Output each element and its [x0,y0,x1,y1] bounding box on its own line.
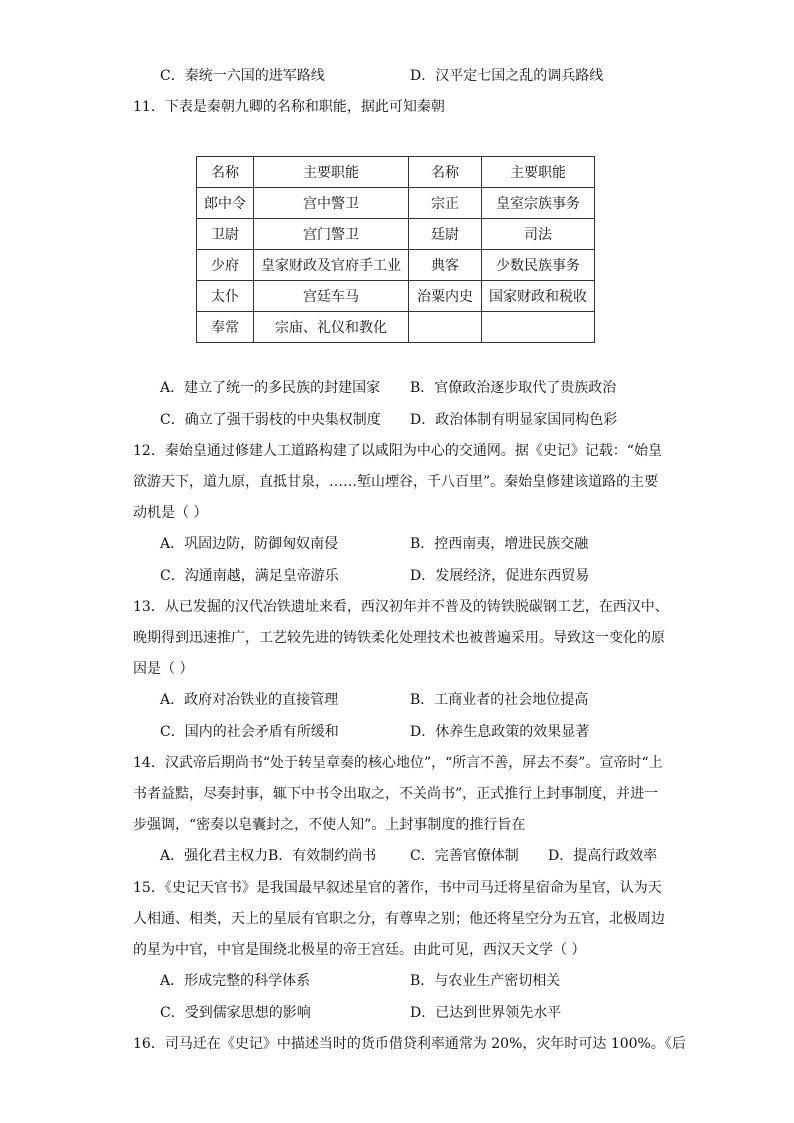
table-header-cell: 主要职能 [254,157,409,188]
q14-option-c: C．完善官僚体制 [410,848,519,864]
table-row [197,250,595,281]
question-12-stem: 12．秦始皇通过修建人工道路构建了以咸阳为中心的交通网。据《史记》记载：“始皇 [133,443,662,459]
table-cell: 郎中令 [197,188,254,219]
q13-option-b: B．工商业者的社会地位提高 [410,692,589,708]
table-cell: 皇家财政及官府手工业 [254,250,409,281]
table-cell: 廷尉 [409,219,482,250]
q15-option-d: D．已达到世界领先水平 [410,1005,562,1021]
table-cell: 皇室宗族事务 [482,188,595,219]
question-13-stem: 因是（ ） [133,661,194,677]
q11-option-d: D．政治体制有明显家国同构色彩 [410,412,618,428]
table-cell: 治粟内史 [409,281,482,312]
table-row [197,188,595,219]
q12-option-a: A．巩固边防，防御匈奴南侵 [160,536,339,552]
question-16-stem: 16．司马迁在《史记》中描述当时的货币借贷利率通常为 20%，灾年时可达 100%。《后 [133,1036,686,1052]
question-13-stem: 13．从已发掘的汉代冶铁遗址来看，西汉初年并不普及的铸铁脱碳钢工艺，在西汉中、 [133,599,669,615]
question-12-stem: 动机是（ ） [133,505,208,521]
table-cell: 典客 [409,250,482,281]
question-12-stem: 欲游天下，道九原，直抵甘泉，……堑山堙谷，千八百里”。秦始皇修建该道路的主要 [133,474,659,490]
table-cell: 少府 [197,250,254,281]
table-cell: 宫中警卫 [254,188,409,219]
prev-option-c: C．秦统一六国的进军路线 [160,68,325,84]
table-cell [409,312,482,343]
q12-option-b: B．控西南夷，增进民族交融 [410,536,589,552]
table-cell: 太仆 [197,281,254,312]
table-cell: 宫廷车马 [254,281,409,312]
table-cell [482,312,595,343]
q15-option-c: C．受到儒家思想的影响 [160,1005,311,1021]
nine-ministers-table [196,156,595,343]
q15-option-a: A．形成完整的科学体系 [160,973,311,989]
table-header-cell: 主要职能 [482,157,595,188]
q13-option-a: A．政府对冶铁业的直接管理 [160,692,339,708]
q15-option-b: B．与农业生产密切相关 [410,973,561,989]
q14-option-b: B．有效制约尚书 [268,848,377,864]
q13-option-d: D．休养生息政策的效果显著 [410,724,590,740]
question-14-stem: 步强调，“密奏以皂囊封之，不使人知”。上封事制度的推行旨在 [133,817,526,833]
question-15-stem: 的星为中官，中官是围绕北极星的帝王宫廷。由此可见，西汉天文学（ ） [133,942,586,958]
question-11-stem: 11．下表是秦朝九卿的名称和职能，据此可知秦朝 [133,99,445,115]
table-row [197,312,595,343]
table-cell: 宗庙、礼仪和教化 [254,312,409,343]
table-header-cell: 名称 [197,157,254,188]
q12-option-c: C．沟通南越，满足皇帝游乐 [160,568,339,584]
table-row [197,281,595,312]
q11-option-b: B．官僚政治逐步取代了贵族政治 [410,380,617,396]
q14-option-d: D．提高行政效率 [548,848,658,864]
table-cell: 宫门警卫 [254,219,409,250]
question-13-stem: 晚期得到迅速推广，工艺较先进的铸铁柔化处理技术也被普遍采用。导致这一变化的原 [133,630,665,646]
table-header-row [197,157,595,188]
question-15-stem: 15．《史记天官书》是我国最早叙述星官的著作，书中司马迁将星宿命为星官，认为天 [133,880,662,896]
q13-option-c: C．国内的社会矛盾有所缓和 [160,724,339,740]
table-cell: 奉常 [197,312,254,343]
table-cell: 卫尉 [197,219,254,250]
q14-option-a: A．强化君主权力 [160,848,269,864]
prev-option-d: D．汉平定七国之乱的调兵路线 [410,68,604,84]
table-cell: 宗正 [409,188,482,219]
question-14-stem: 书者益黠，尽奏封事，辄下中书令出取之，不关尚书”，正式推行上封事制度，并进一 [133,786,659,802]
question-15-stem: 人相通、相类，天上的星辰有官职之分，有尊卑之别；他还将星空分为五官，北极周边 [133,911,665,927]
table-cell: 司法 [482,219,595,250]
table-row [197,219,595,250]
question-14-stem: 14．汉武帝后期尚书“处于转呈章奏的核心地位”，“所言不善，屏去不奏”。宣帝时“上 [133,755,663,771]
table-cell: 少数民族事务 [482,250,595,281]
table-header-cell: 名称 [409,157,482,188]
table-cell: 国家财政和税收 [482,281,595,312]
q11-option-c: C．确立了强干弱枝的中央集权制度 [160,412,381,428]
q12-option-d: D．发展经济，促进东西贸易 [410,568,590,584]
q11-option-a: A．建立了统一的多民族的封建国家 [160,380,381,396]
